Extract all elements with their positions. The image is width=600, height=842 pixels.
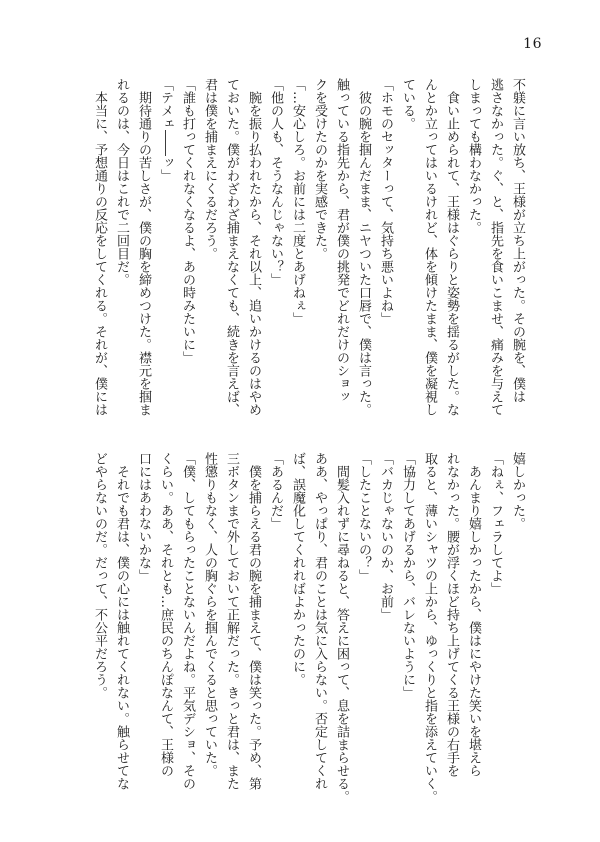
text-column: 「他の人も、そうなんじゃない？」 [268, 78, 283, 286]
text-column: 「テメェ――ッ」 [158, 78, 173, 182]
text-column: れなかった。腰が浮くほど持ち上げてくる王様の右手を [444, 452, 459, 777]
text-column: くらい。ああ、それとも…庶民のちんぽなんて、王様の [158, 452, 173, 777]
text-column: 君は僕を捕まえにくるだろう。 [202, 78, 217, 260]
text-column: 三ボタンまで外しておいて正解だった。きっと君は、また [224, 452, 239, 790]
text-column: 「ホモのセッターって、気持ち悪いよね」 [378, 78, 393, 325]
text-column: 触っている指先から、君が僕の挑発でどれだけのショッ [334, 78, 349, 403]
text-column: 不躾に言い放ち、王様が立ち上がった。その腕を、僕は [510, 78, 525, 403]
text-column: 本当に、予想通りの反応をしてくれる。それが、僕には [92, 78, 107, 416]
page-number: 16 [523, 36, 542, 52]
text-column: あんまり嬉しかったから、僕はにやけた笑いを堪えら [466, 452, 481, 777]
text-column: 取ると、薄いシャツの上から、ゆっくりと指を添えていく。 [422, 452, 437, 803]
text-column: クを受けたのかを実感できた。 [312, 78, 327, 260]
text-column: 期待通りの苦しさが、僕の胸を締めつけた。襟元を掴ま [136, 78, 151, 416]
text-column: 口にはあわないかな」 [136, 452, 151, 582]
text-column: ている。 [400, 78, 415, 130]
text-column: れるのは、今日はこれで二回目だ。 [114, 78, 129, 286]
text-column: 間髪入れずに尋ねると、答えに困って、息を詰まらせる。 [334, 452, 349, 803]
text-column: 腕を振り払われたから、それ以上、追いかけるのはやめ [246, 78, 261, 416]
text-column: 僕を捕らえる君の腕を捕まえて、僕は笑った。予め、第 [246, 452, 261, 790]
text-column: ば、誤魔化してくれればよかったのに。 [290, 452, 305, 686]
text-column: 逃さなかった。ぐ、と、指先を食いこませ、痛みを与えて [488, 78, 503, 416]
text-column: 「誰も打ってくれなくなるよ、あの時みたいに」 [180, 78, 195, 364]
text-column: ておいた。僕がわざわざ捕まえなくても、続きを言えば、 [224, 78, 239, 416]
text-column: んとか立ってはいるけれど、体を傾けたまま、僕を凝視し [422, 78, 437, 416]
text-column: 彼の腕を掴んだまま、ニヤついた口唇で、僕は言った。 [356, 78, 371, 416]
text-column: 「協力してあげるから、バレないように」 [400, 452, 415, 699]
text-column: 嬉しかった。 [510, 452, 525, 530]
text-column: 「ねぇ、フェラしてよ」 [488, 452, 503, 595]
text-column: しまっても構わなかった。 [466, 78, 481, 234]
text-column: 性懲りもなく、人の胸ぐらを掴んでくると思っていた。 [202, 452, 217, 777]
text-column: 「僕、してもらったことないんだよね。平気デショ、その [180, 452, 195, 790]
text-column: 食い止められて、王様はぐらりと姿勢を揺るがした。な [444, 78, 459, 416]
text-column: どやらないのだ。だって、不公平だろう。 [92, 452, 107, 699]
text-column: 「したことないの？」 [356, 452, 371, 582]
text-column: 「あるんだ」 [268, 452, 283, 530]
text-column: 「…安心しろ。お前には二度とあげねぇ」 [290, 78, 305, 325]
text-column: 「バカじゃないのか、お前」 [378, 452, 393, 621]
text-column: ああ、やっぱり、君のことは気に入らない。否定してくれ [312, 452, 327, 790]
top-text-block [88, 78, 528, 416]
text-column: それでも君は、僕の心には触れてくれない。触らせてな [114, 452, 129, 790]
bottom-text-block [88, 452, 528, 803]
